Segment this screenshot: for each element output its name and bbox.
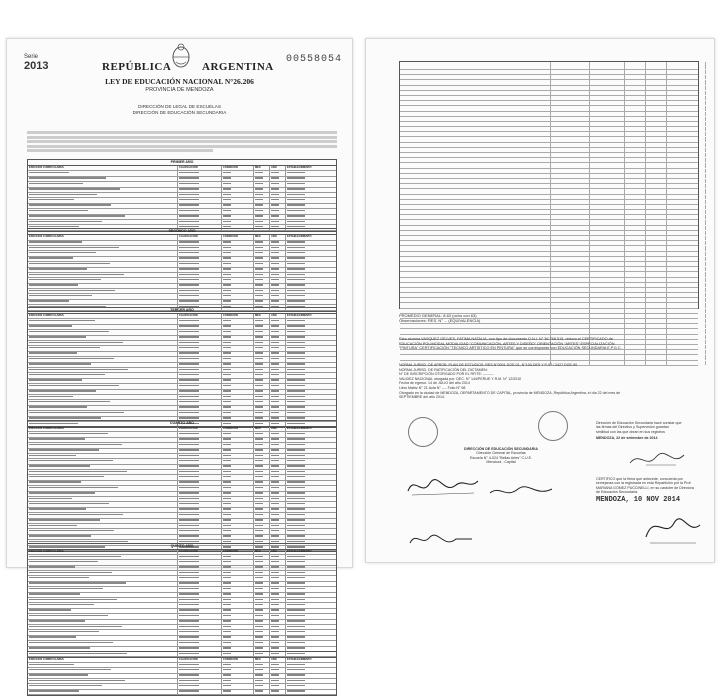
- norma-line-2: NORMA JURISD. DE RATIFICACIÓN DEL DICTAMEN:: [399, 368, 699, 373]
- signature-right: [636, 509, 706, 549]
- column-header: CONDICIÓN: [222, 235, 254, 239]
- column-header: ESPACIOS CURRICULARES: [28, 235, 178, 239]
- grades-table-section: [27, 543, 337, 659]
- table-header-row: [400, 62, 698, 70]
- intro-paragraph: [27, 131, 337, 152]
- column-header: CALIFICACIÓN: [178, 550, 222, 554]
- signature-left-2: [406, 527, 476, 551]
- column-header: CALIFICACIÓN: [178, 658, 222, 662]
- column-header: AÑO: [270, 550, 286, 554]
- stamp-line-1: Dirección de Educación Secundaria hace constar que: [596, 421, 704, 425]
- serial-number: 00558054: [286, 54, 342, 65]
- norma-block: [399, 363, 699, 400]
- column-header: ESPACIOS CURRICULARES: [28, 427, 178, 431]
- column-header: AÑO: [270, 314, 286, 318]
- summary-block: [399, 313, 699, 323]
- official-seal-left: [408, 417, 438, 447]
- norma-line-4: VALIDEZ NACIONAL otorgada por: DEC. N° 144/PERUE Y R.M. N° 12/2010: [399, 377, 699, 382]
- norma-line-3: N° DE INSCRIPCIÓN OTORGADO POR EL RFITE: ---------: [399, 372, 699, 377]
- norma-line-1: NORMA JURISD. DE APROB. PLAN DE ESTUDIOS: RES N°0001 DGE-01, N°100-DES Y P-07 / 2427 DGE-90: [399, 363, 699, 368]
- column-header: CONDICIÓN: [222, 314, 254, 318]
- grades-continuation-table: [399, 61, 699, 309]
- grades-table-section: [27, 307, 337, 428]
- norma-line-6: Libro Matriz N° 21 Acta N° ---- Folio N° 98: [399, 386, 699, 391]
- column-header: CALIFICACIÓN: [178, 427, 222, 431]
- column-header: MES: [254, 550, 270, 554]
- column-header: ESTABLECIMIENTO: [286, 550, 336, 554]
- serie-label: Serie: [24, 54, 38, 60]
- column-header: ESTABLECIMIENTO: [286, 166, 336, 170]
- column-header: ESTABLECIMIENTO: [286, 427, 336, 431]
- column-header: MES: [254, 314, 270, 318]
- column-header: MES: [254, 235, 270, 239]
- column-header: MES: [254, 166, 270, 170]
- republica-heading: REPÚBLICA: [102, 61, 171, 73]
- section-title: TERCER AÑO: [28, 308, 336, 314]
- right-document-page: [365, 38, 715, 563]
- argentina-heading: ARGENTINA: [202, 61, 274, 73]
- grades-table-section: [27, 420, 337, 552]
- stamp-line-2: las firmas del Directivo y Supervisión guardan: [596, 425, 704, 429]
- section-title: SEGUNDO AÑO: [28, 229, 336, 235]
- column-header: AÑO: [270, 166, 286, 170]
- signature-director: [626, 449, 696, 471]
- norma-line-7: Otorgado en la ciudad de MENDOZA, DEPARTAMENTO DE CAPITAL, provincia de MENDOZA, República Argentina, el día 22 del mes de: [399, 391, 699, 396]
- column-header: ESTABLECIMIENTO: [286, 314, 336, 318]
- column-header: CONDICIÓN: [222, 427, 254, 431]
- stamp-line-5: semejanza con la registrada en esta Repartición por la Prof.: [596, 481, 704, 485]
- verification-stamp-2: [596, 477, 704, 502]
- seal-caption-4: Mendoza - Capital: [441, 460, 561, 464]
- official-seal-center: [538, 411, 568, 441]
- table-row: [28, 690, 336, 695]
- section-title: QUINTO AÑO: [28, 544, 336, 550]
- column-header: MES: [254, 427, 270, 431]
- column-header: CALIFICACIÓN: [178, 166, 222, 170]
- direccion-line-2: DIRECCIÓN DE EDUCACIÓN SECUNDARIA: [7, 110, 352, 115]
- column-header: AÑO: [270, 427, 286, 431]
- column-header: AÑO: [270, 658, 286, 662]
- stamp-date-1: MENDOZA, 22 de setiembre de 2014: [596, 436, 704, 440]
- column-header: ESTABLECIMIENTO: [286, 235, 336, 239]
- column-header: CALIFICACIÓN: [178, 314, 222, 318]
- serie-block: [24, 54, 48, 72]
- grades-table-section: [27, 651, 337, 696]
- column-header: ESPACIOS CURRICULARES: [28, 314, 178, 318]
- cert-line-1: Esta alumna VASQUEZ GELVES, FATIMA NATALIA, con tipo de documento D.N.I. N° 36.768.515, obtuvo el CERTIFICADO de: [399, 337, 699, 342]
- seal-caption: [441, 447, 561, 465]
- certification-paragraph: [399, 337, 699, 351]
- verification-stamp-1: [596, 421, 704, 441]
- cert-line-3: "PINTURA" CERTIFICACIÓN "TECNICO ARTISTICO EN PINTURA" que se corresponde con EDUCACIÓN SECUNDARIA E.P.G.C.: [399, 346, 699, 351]
- section-title: CUARTO AÑO: [28, 421, 336, 427]
- grades-table-section: [27, 228, 337, 311]
- seal-caption-3: Escuela N° 4-024 "Bellas Artes" C.U.E.: [441, 456, 561, 460]
- cert-line-2: EDUCACIÓN POLIMODAL MODALIDAD "COMUNICACIÓN, ARTES Y DISEÑO" ORIENTACIÓN "ARTES" ESPECIALIZACIÓN: [399, 342, 699, 347]
- stamp-line-4: CERTIFICO que la firma que antecede, concuerda por: [596, 477, 704, 481]
- ley-heading: LEY DE EDUCACIÓN NACIONAL N°26.206: [7, 77, 352, 86]
- column-header: MES: [254, 658, 270, 662]
- stamp-line-7: de Educación Secundaria.: [596, 490, 704, 494]
- norma-line-8: SEPTIEMBRE del año 2014.: [399, 395, 699, 400]
- stamp-line-3: similitud con las que obran en sus registros: [596, 430, 704, 434]
- grades-table-section: [27, 159, 337, 232]
- coat-of-arms-emblem: [170, 43, 192, 69]
- observaciones-line: Observaciones: RES. N° ... (EQUIVALENCIA): [399, 318, 699, 323]
- column-header: CONDICIÓN: [222, 166, 254, 170]
- column-header: CONDICIÓN: [222, 658, 254, 662]
- left-document-page: [6, 38, 353, 568]
- section-title: PRIMER AÑO: [28, 160, 336, 166]
- column-header: ESPACIOS CURRICULARES: [28, 166, 178, 170]
- norma-line-5: Fecha de egreso: 14 de JULIO del año 2014: [399, 381, 699, 386]
- serie-year: 2013: [24, 60, 48, 72]
- promedio-line: PROMEDIO GENERAL: 8.63 (ocho con 63): [399, 313, 699, 318]
- column-header: CONDICIÓN: [222, 550, 254, 554]
- column-header: ESTABLECIMIENTO: [286, 658, 336, 662]
- column-header: ESPACIOS CURRICULARES: [28, 658, 178, 662]
- signature-center: [486, 479, 556, 503]
- column-header: AÑO: [270, 235, 286, 239]
- seal-caption-2: Dirección General de Escuelas: [441, 451, 561, 455]
- direccion-line-1: DIRECCIÓN DE LEGAL DE ESCUELAS: [7, 104, 352, 109]
- column-header: CALIFICACIÓN: [178, 235, 222, 239]
- signature-left-1: [404, 471, 482, 501]
- seal-caption-1: DIRECCIÓN DE EDUCACIÓN SECUNDARIA: [441, 447, 561, 451]
- stamp-date-2: MENDOZA, 10 NOV 2014: [596, 498, 704, 502]
- column-header: ESPACIOS CURRICULARES: [28, 550, 178, 554]
- provincia-heading: PROVINCIA DE MENDOZA: [7, 87, 352, 93]
- stamp-line-6: MARIANA GÓMEZ PUCCINELLI, en su carácter de Directora: [596, 486, 704, 490]
